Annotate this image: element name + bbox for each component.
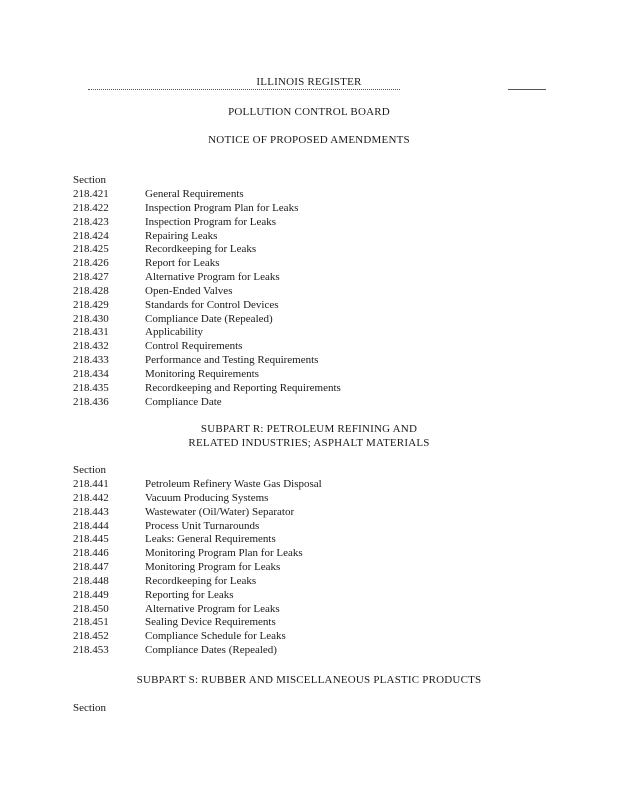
- section-row: [73, 382, 553, 396]
- section-title: Recordkeeping for Leaks: [145, 574, 257, 587]
- section-number: 218.445: [73, 533, 109, 546]
- section-number: 218.435: [73, 381, 109, 394]
- section-number: 218.453: [73, 644, 109, 657]
- section-row: [73, 326, 553, 340]
- section-title: Recordkeeping and Reporting Requirements: [145, 381, 341, 394]
- section-row: [73, 520, 553, 534]
- section-row: [73, 492, 553, 506]
- section-row: [73, 313, 553, 327]
- section-label: Section: [73, 702, 106, 714]
- section-number: 218.443: [73, 505, 109, 518]
- section-number: 218.447: [73, 561, 109, 574]
- section-number: 218.433: [73, 354, 109, 367]
- section-number: 218.429: [73, 298, 109, 311]
- section-row: [73, 299, 553, 313]
- section-number: 218.446: [73, 547, 109, 560]
- section-title: Standards for Control Devices: [145, 298, 279, 311]
- section-list-2: [73, 478, 553, 658]
- section-row: [73, 616, 553, 630]
- section-number: 218.424: [73, 229, 109, 242]
- section-row: [73, 575, 553, 589]
- section-row: [73, 340, 553, 354]
- section-row: [73, 257, 553, 271]
- section-number: 218.428: [73, 284, 109, 297]
- section-row: [73, 243, 553, 257]
- section-title: Applicability: [145, 326, 204, 339]
- section-title: Compliance Dates (Repealed): [145, 644, 277, 657]
- section-number: 218.432: [73, 340, 109, 353]
- section-number: 218.434: [73, 367, 109, 380]
- section-number: 218.421: [73, 188, 109, 200]
- section-row: [73, 285, 553, 299]
- section-number: 218.442: [73, 491, 109, 504]
- section-number: 218.451: [73, 616, 109, 629]
- section-number: 218.427: [73, 271, 109, 284]
- section-list-1: [73, 188, 553, 410]
- section-row: [73, 630, 553, 644]
- subpart-s-heading: SUBPART S: RUBBER AND MISCELLANEOUS PLASTIC PRODUCTS: [136, 674, 482, 686]
- section-number: 218.426: [73, 257, 109, 270]
- section-title: Repairing Leaks: [145, 229, 218, 242]
- section-title: Monitoring Requirements: [145, 367, 259, 380]
- header-rule-right: [508, 89, 546, 90]
- section-row: [73, 271, 553, 285]
- section-title: Report for Leaks: [145, 257, 220, 270]
- section-title: Inspection Program for Leaks: [145, 215, 277, 228]
- section-number: 218.423: [73, 215, 109, 228]
- section-title: Reporting for Leaks: [145, 588, 234, 601]
- section-title: Open-Ended Valves: [145, 284, 233, 297]
- section-title: Control Requirements: [145, 340, 243, 353]
- section-row: [73, 644, 553, 658]
- section-title: Sealing Device Requirements: [145, 616, 276, 629]
- section-title: Recordkeeping for Leaks: [145, 243, 257, 256]
- section-row: [73, 368, 553, 382]
- section-title: Alternative Program for Leaks: [145, 602, 280, 615]
- section-number: 218.441: [73, 478, 109, 490]
- section-number: 218.444: [73, 519, 109, 532]
- section-row: [73, 202, 553, 216]
- section-number: 218.449: [73, 588, 109, 601]
- section-label: Section: [73, 464, 106, 476]
- section-row: [73, 603, 553, 617]
- section-row: [73, 188, 553, 202]
- section-row: [73, 354, 553, 368]
- section-row: [73, 230, 553, 244]
- section-title: Compliance Date (Repealed): [145, 312, 273, 325]
- section-title: Inspection Program Plan for Leaks: [145, 201, 299, 214]
- section-label: Section: [73, 174, 106, 186]
- section-title: Leaks: General Requirements: [145, 533, 276, 546]
- section-row: [73, 533, 553, 547]
- board-name: POLLUTION CONTROL BOARD: [228, 106, 390, 118]
- subpart-r-heading-line1: SUBPART R: PETROLEUM REFINING AND: [200, 423, 418, 435]
- section-number: 218.448: [73, 574, 109, 587]
- section-row: [73, 478, 553, 492]
- section-row: [73, 506, 553, 520]
- section-title: Monitoring Program for Leaks: [145, 561, 281, 574]
- register-title: ILLINOIS REGISTER: [256, 76, 362, 88]
- section-title: Monitoring Program Plan for Leaks: [145, 547, 303, 560]
- section-title: Compliance Date: [145, 395, 222, 408]
- section-title: Wastewater (Oil/Water) Separator: [145, 505, 295, 518]
- section-number: 218.436: [73, 395, 109, 408]
- header-rule: [88, 89, 400, 90]
- section-number: 218.431: [73, 326, 109, 339]
- section-number: 218.452: [73, 630, 109, 643]
- section-row: [73, 216, 553, 230]
- subpart-r-heading-line2: RELATED INDUSTRIES; ASPHALT MATERIALS: [188, 437, 430, 449]
- section-title: Performance and Testing Requirements: [145, 354, 319, 367]
- section-row: [73, 589, 553, 603]
- section-title: Alternative Program for Leaks: [145, 271, 280, 284]
- section-title: General Requirements: [145, 188, 244, 200]
- section-number: 218.425: [73, 243, 109, 256]
- section-row: [73, 561, 553, 575]
- section-number: 218.422: [73, 201, 109, 214]
- section-title: Petroleum Refinery Waste Gas Disposal: [145, 478, 322, 490]
- notice-title: NOTICE OF PROPOSED AMENDMENTS: [208, 134, 410, 146]
- section-title: Process Unit Turnarounds: [145, 519, 260, 532]
- section-title: Compliance Schedule for Leaks: [145, 630, 286, 643]
- section-row: [73, 547, 553, 561]
- section-number: 218.430: [73, 312, 109, 325]
- section-title: Vacuum Producing Systems: [145, 491, 269, 504]
- section-row: [73, 396, 553, 410]
- section-number: 218.450: [73, 602, 109, 615]
